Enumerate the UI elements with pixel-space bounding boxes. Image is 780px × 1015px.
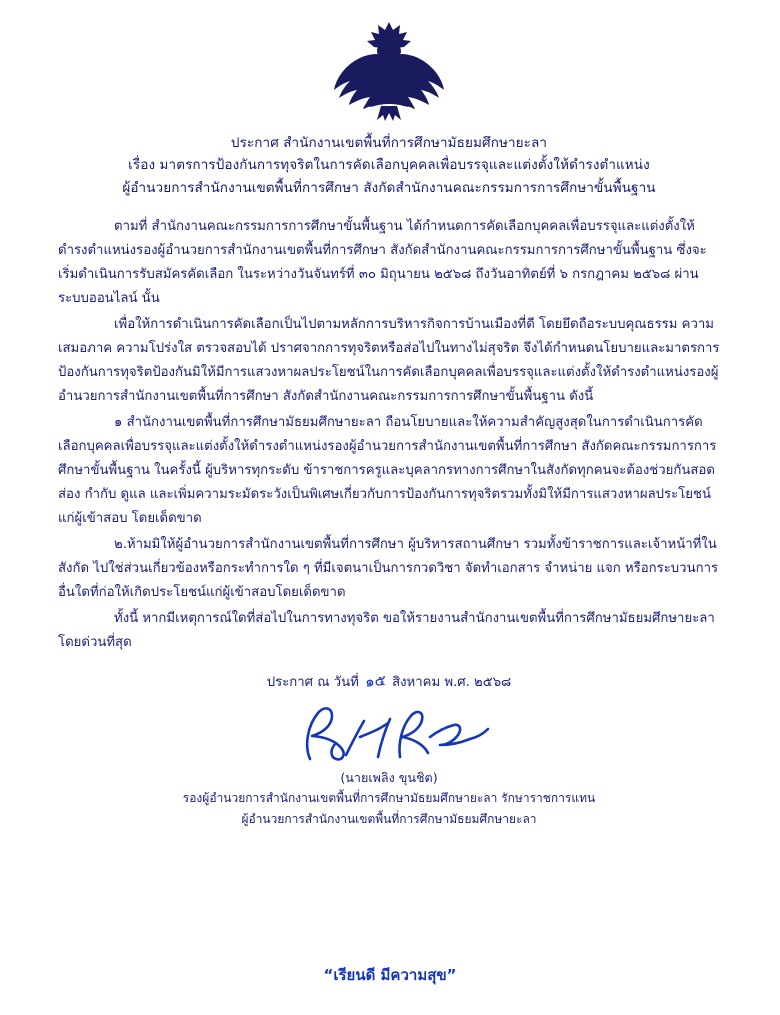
signer-name: (นายเพลิง ขุนชิต) [340, 770, 438, 786]
announcement-date-month: สิงหาคม [392, 675, 441, 691]
announcement-date-year: พ.ศ. ๒๕๖๘ [444, 675, 512, 691]
paragraph-2-text: เพื่อให้การดำเนินการคัดเลือกเป็นไปตามหลักการบริหารกิจการบ้านเมืองที่ดี โดยยึดถือระบบคุณธรรม ความเสมอภาค ความโปร่งใส ตรวจสอบได้ ปราศจากการทุจริตหรือส่อไปในทางไม่สุจริต จึงได้กำหนดนโยบายและมาตรการป้องกันการทุจริตป้องกันมิให้มีการแสวงหาผลประโยชน์ในการคัดเลือกบุคคลเพื่อบรรจุและแต่งตั้งให้ดำรงตำแหน่งรองผู้อำนวยการสำนักงานเขตพื้นที่การศึกษา สังกัดสำนักงานคณะกรรมการการศึกษาขั้นพื้นฐาน ดังนี้ [58, 316, 720, 404]
paragraph-3 [58, 411, 720, 531]
signer-role-acting: รองผู้อำนวยการสำนักงานเขตพื้นที่การศึกษามัธยมศึกษายะลา รักษาราชการแทน [182, 791, 596, 806]
document-body [58, 215, 720, 655]
paragraph-2 [58, 313, 720, 409]
heading-line-2: เรื่อง มาตรการป้องกันการทุจริตในการคัดเลือกบุคคลเพื่อบรรจุและแต่งตั้งให้ดำรงตำแหน่ง [128, 157, 650, 174]
paragraph-4-text: ๒.ห้ามมิให้ผู้อำนวยการสำนักงานเขตพื้นที่การศึกษา ผู้บริหารสถานศึกษา รวมทั้งข้าราชการและเจ้าหน้าที่ในสังกัด ไปใช่ส่วนเกี่ยวข้องหรือกระทำการใด ๆ ที่มีเจตนาเป็นการกวดวิชา จัดทำเอกสาร จำหน่าย แจก หรือกระบวนการอื่นใดที่ก่อให้เกิดประโยชน์แก่ผู้เข้าสอบโดยเด็ดขาด [58, 537, 719, 601]
announcement-date-day: ๑๕ [364, 671, 387, 691]
signer-block [58, 767, 720, 829]
paragraph-5 [58, 607, 720, 655]
signer-role-title: ผู้อำนวยการสำนักงานเขตพื้นที่การศึกษามัธยมศึกษายะลา [241, 811, 537, 826]
footer-quote: “เรียนดี มีความสุข” [323, 966, 457, 984]
paragraph-3-text: ๑ สำนักงานเขตพื้นที่การศึกษามัธยมศึกษายะลา ถือนโยบายและให้ความสำคัญสูงสุดในการดำเนินการคัดเลือกบุคคลเพื่อบรรจุและแต่งตั้งให้ดำรงตำแหน่งรองผู้อำนวยการสำนักงานเขตพื้นที่การศึกษา สังกัดคณะกรรมการการศึกษาขั้นพื้นฐาน ในครั้งนี้ ผู้บริหารทุกระดับ ข้าราชการครูและบุคลากรทางการศึกษาในสังกัดทุกคนจะต้องช่วยกันสอดส่อง กำกับ ดูแล และเพิ่มความระมัดระวังเป็นพิเศษเกี่ยวกับการป้องกันการทุจริตรวมทั้งมิให้มีการแสวงหาผลประโยชน์แก่ผู้เข้าสอบ โดยเด็ดขาด [58, 414, 717, 526]
paragraph-1-text: ตามที่ สำนักงานคณะกรรมการการศึกษาขั้นพื้นฐาน ได้กำหนดการคัดเลือกบุคคลเพื่อบรรจุและแต่งตั้งให้ดำรงตำแหน่งรองผู้อำนวยการสำนักงานเขตพื้นที่การศึกษา สังกัดสำนักงานคณะกรรมการการศึกษาขั้นพื้นฐาน ซึ่งจะเริ่มดำเนินการรับสมัครคัดเลือก ในระหว่างวันจันทร์ที่ ๓๐ มิถุนายน ๒๕๖๘ ถึงวันอาทิตย์ที่ ๖ กรกฎาคม ๒๕๖๘ ผ่านระบบออนไลน์ นั้น [58, 218, 707, 306]
paragraph-4 [58, 533, 720, 605]
heading-line-1: ประกาศ สำนักงานเขตพื้นที่การศึกษามัธยมศึกษายะลา [230, 135, 548, 151]
paragraph-5-text: ทั้งนี้ หากมีเหตุการณ์ใดที่ส่อไปในการทางทุจริต ขอให้รายงานสำนักงานเขตพื้นที่การศึกษามัธยมศึกษายะลา โดยด่วนที่สุด [58, 611, 715, 651]
heading-line-3: ผู้อำนวยการสำนักงานเขตพื้นที่การศึกษา สังกัดสำนักงานคณะกรรมการการศึกษาขั้นพื้นฐาน [122, 179, 656, 196]
paragraph-1 [58, 215, 720, 311]
announcement-date-prefix: ประกาศ ณ วันที่ [266, 675, 359, 691]
announcement-date [58, 669, 720, 693]
garuda-emblem [58, 18, 720, 126]
signature-mark [58, 695, 720, 767]
document-heading [58, 132, 720, 199]
